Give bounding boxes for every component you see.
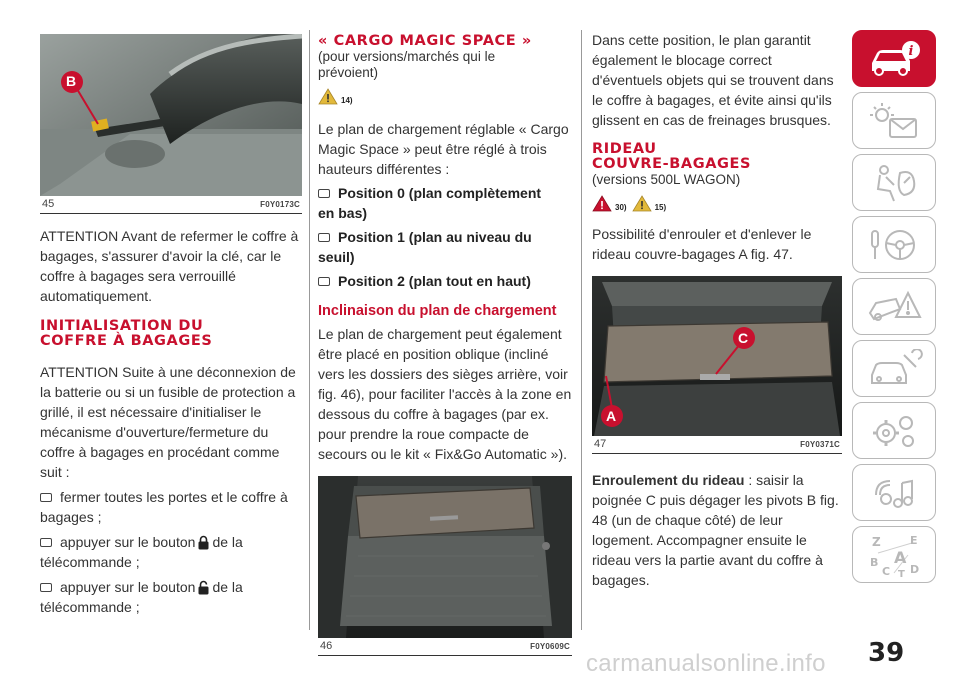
list-text: de la xyxy=(212,534,243,550)
rideau-intro: Possibilité d'enrouler et d'enlever le rideau couvre-bagages A fig. 47. xyxy=(592,226,812,262)
lock-icon xyxy=(198,535,209,550)
sidebar-item-safety[interactable] xyxy=(852,154,936,211)
index-letter: Z xyxy=(872,534,881,549)
heading-line: INITIALISATION DU xyxy=(40,318,204,334)
section-heading-cargo-magic-space: « CARGO MAGIC SPACE » xyxy=(318,33,532,49)
column-divider xyxy=(581,30,582,630)
dashboard-warning-icon xyxy=(864,101,924,141)
index-letter: T xyxy=(898,568,905,577)
accident-warning-icon xyxy=(864,287,924,327)
subheading-inclinaison: Inclinaison du plan de chargement xyxy=(318,303,557,319)
car-info-icon xyxy=(864,39,924,79)
page-number: 39 xyxy=(868,638,905,668)
sidebar-item-multimedia[interactable] xyxy=(852,464,936,521)
alphabetical-index-icon xyxy=(864,533,924,577)
figure-45 xyxy=(40,34,302,214)
index-letter: D xyxy=(910,562,920,576)
index-letter: E xyxy=(910,533,918,547)
warning-reference-number: 30) xyxy=(615,203,627,212)
list-item xyxy=(318,271,572,291)
list-item xyxy=(318,227,572,267)
warning-triangle-icon xyxy=(592,195,612,212)
figure-code: F0Y0609C xyxy=(530,642,570,651)
checkbox-bullet-icon xyxy=(318,277,330,286)
trunk-lock-photo xyxy=(40,34,302,196)
music-satellite-icon xyxy=(864,473,924,513)
paragraph-text: : saisir la poignée C puis dégager les pivots B fig. 48 (un de chaque côté) de leur logement. Accompagner ensuite le rideau vers la partie avant du coffre à bagages. xyxy=(592,472,839,588)
list-item xyxy=(40,577,302,617)
list-text: appuyer sur le bouton xyxy=(60,579,196,595)
attention-note-lock: ATTENTION Avant de refermer le coffre à bagages, s'assurer d'avoir la clé, car le coffre à bagages sera verrouillé automatiquement. xyxy=(40,228,299,304)
figure-45-image xyxy=(40,34,302,196)
column-right xyxy=(592,0,842,590)
list-text: en bas) xyxy=(318,205,368,221)
caution-triangle-icon xyxy=(632,195,652,212)
list-item xyxy=(40,532,302,572)
list-text: appuyer sur le bouton xyxy=(60,534,196,550)
list-item xyxy=(318,183,572,223)
checkbox-bullet-icon xyxy=(318,233,330,242)
figure-47 xyxy=(592,276,842,454)
sidebar-item-technical-data[interactable] xyxy=(852,402,936,459)
sidebar-item-getting-to-know-car[interactable] xyxy=(852,30,936,87)
car-service-icon xyxy=(864,349,924,389)
warning-reference-number: 14) xyxy=(341,96,353,105)
list-text: fermer toutes les portes et le coffre à xyxy=(60,489,288,505)
list-text: de la xyxy=(212,579,243,595)
heading-line: COFFRE À BAGAGES xyxy=(40,333,213,349)
svg-text:i: i xyxy=(908,43,914,59)
warning-reference xyxy=(318,83,572,105)
gears-icon xyxy=(864,411,924,451)
luggage-cover-photo xyxy=(592,276,842,436)
list-text: Position 1 (plan au niveau du xyxy=(338,229,532,245)
figure-46-caption xyxy=(318,638,572,656)
figure-number: 45 xyxy=(42,198,55,210)
sidebar-item-dashboard[interactable] xyxy=(852,92,936,149)
section-subtitle: (versions 500L WAGON) xyxy=(592,172,741,187)
attention-note-initialisation: ATTENTION Suite à une déconnexion de la batterie ou si un fusible de protection a grillé, il est nécessaire d'initialiser le mécanisme d'ouverture/fermeture du coffre à bagages en procédant comme suit : xyxy=(40,364,296,480)
checkbox-bullet-icon xyxy=(318,189,330,198)
section-heading-rideau xyxy=(592,142,842,172)
sidebar-item-maintenance[interactable] xyxy=(852,340,936,397)
index-letter: A xyxy=(894,547,907,567)
index-letter: B xyxy=(870,555,879,569)
steering-key-icon xyxy=(864,225,924,265)
figure-number: 47 xyxy=(594,438,607,450)
column-middle xyxy=(318,0,572,656)
checkbox-bullet-icon xyxy=(40,583,52,592)
unlock-icon xyxy=(198,580,209,595)
index-letter: C xyxy=(882,564,891,577)
column-divider xyxy=(309,30,310,630)
seat-airbag-icon xyxy=(864,163,924,203)
list-text: Position 0 (plan complètement xyxy=(338,185,542,201)
list-text: télécommande ; xyxy=(40,554,140,570)
list-item xyxy=(40,487,302,527)
cargo-intro: Le plan de chargement réglable « Cargo Magic Space » peut être réglé à trois hauteurs différentes : xyxy=(318,121,569,177)
figure-46-image xyxy=(318,476,572,638)
warning-reference xyxy=(592,190,842,212)
warning-reference-number: 15) xyxy=(654,203,667,212)
figure-47-callout-c: C xyxy=(738,330,749,346)
cargo-floor-photo xyxy=(318,476,572,638)
heading-line: COUVRE-BAGAGES xyxy=(592,156,752,172)
figure-47-caption xyxy=(592,436,842,454)
enroulement-paragraph xyxy=(592,470,842,590)
watermark: carmanualsonline.info xyxy=(586,650,826,677)
list-text: seuil) xyxy=(318,249,355,265)
sidebar-item-emergency[interactable] xyxy=(852,278,936,335)
list-text: bagages ; xyxy=(40,509,102,525)
list-text: télécommande ; xyxy=(40,599,140,615)
figure-number: 46 xyxy=(320,640,333,652)
inclinaison-paragraph: Le plan de chargement peut également être placé en position oblique (incliné vers les dossiers des sièges arrière, voir fig. 46), pour faciliter l'accès à la zone en dessous du coffre à bagages (par ex. pour prendre la roue compacte de secours ou le kit « Fix&Go Automatic »). xyxy=(318,326,572,462)
figure-45-caption xyxy=(40,196,302,214)
list-text: Position 2 (plan tout en haut) xyxy=(338,273,531,289)
figure-code: F0Y0173C xyxy=(260,200,300,209)
sidebar-item-starting-driving[interactable] xyxy=(852,216,936,273)
column-left xyxy=(40,0,302,617)
section-heading-initialisation xyxy=(40,319,302,349)
heading-line: RIDEAU xyxy=(592,141,657,157)
sidebar-item-index[interactable] xyxy=(852,526,936,583)
chapter-sidebar xyxy=(852,30,936,588)
checkbox-bullet-icon xyxy=(40,538,52,547)
figure-47-callout-a: A xyxy=(606,408,617,424)
figure-code: F0Y0371C xyxy=(800,440,840,449)
bold-lead: Enroulement du rideau xyxy=(592,472,745,488)
figure-45-callout-b: B xyxy=(66,73,77,89)
figure-46 xyxy=(318,476,572,656)
warning-triangle-icon xyxy=(318,88,338,105)
checkbox-bullet-icon xyxy=(40,493,52,502)
section-subtitle: (pour versions/marchés qui le prévoient) xyxy=(318,49,496,80)
blocking-paragraph: Dans cette position, le plan garantit également le blocage correct d'éventuels objets qui se trouvent dans le coffre à bagages, et évite ainsi qu'ils glissent en cas de freinages brusques. xyxy=(592,32,834,128)
figure-47-image xyxy=(592,276,842,436)
